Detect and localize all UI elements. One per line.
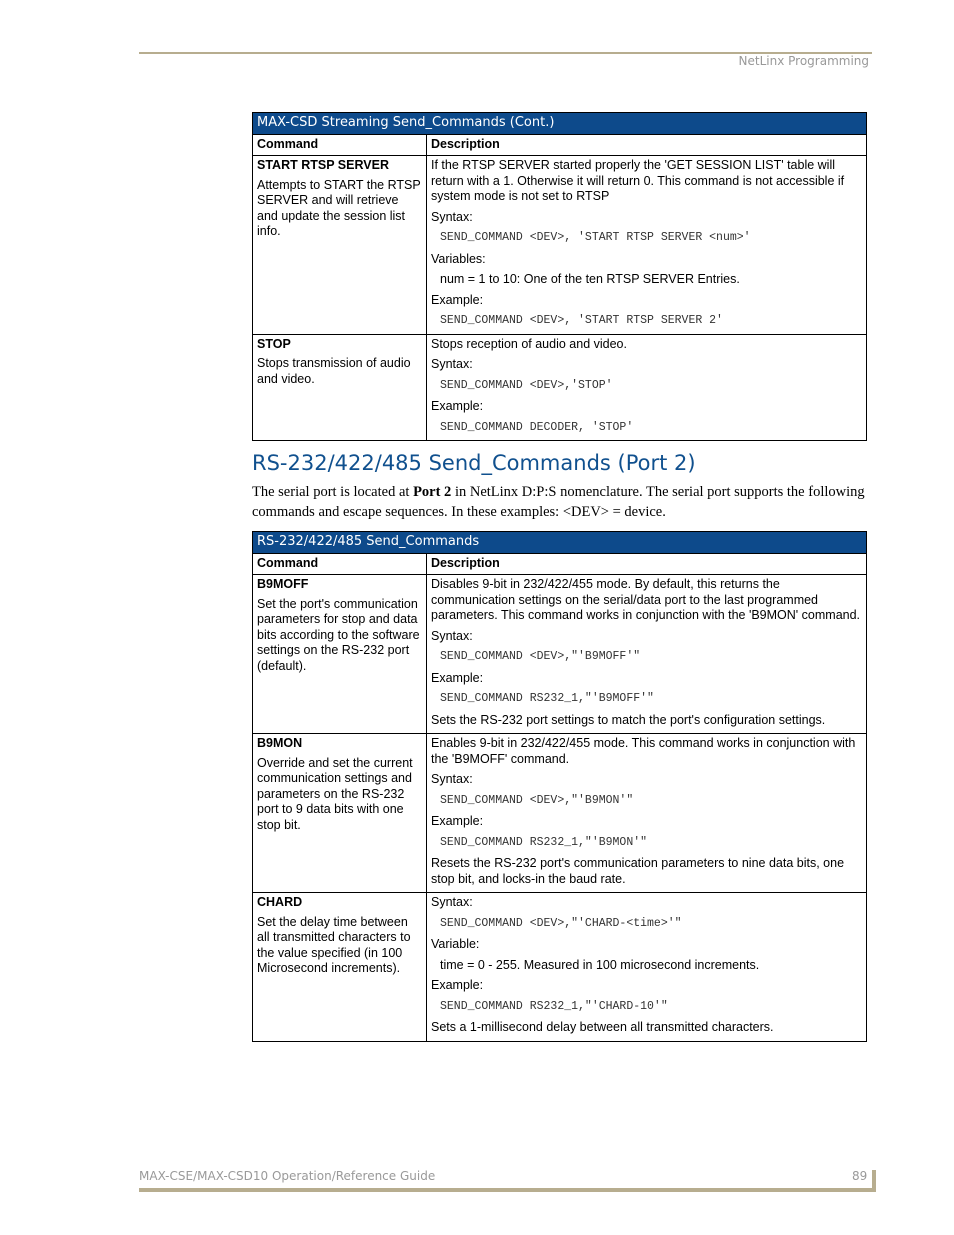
example-label: Example: (431, 399, 484, 413)
syntax-label: Syntax: (431, 895, 473, 909)
command-summary: Set the delay time between all transmitted characters to the value specified (in 100 Microsecond increments). (257, 914, 411, 975)
syntax-label: Syntax: (431, 628, 473, 643)
syntax-code: SEND_COMMAND <DEV>, 'START RTSP SERVER <num>' (440, 231, 751, 244)
command-summary: Stops transmission of audio and video. (257, 356, 411, 386)
table-title: MAX-CSD Streaming Send_Commands (Cont.) (253, 113, 867, 135)
column-header-description: Description (427, 553, 867, 575)
footer-guide-title: MAX-CSE/MAX-CSD10 Operation/Reference Guide (139, 1169, 436, 1183)
syntax-code: SEND_COMMAND <DEV>,"'B9MON'" (440, 793, 634, 807)
intro-text: in NetLinx D:P:S nomenclature. The serial port supports the following commands and escape sequences. In these examples: <DEV> = device. (252, 484, 865, 520)
example-label: Example: (431, 978, 484, 992)
example-code: SEND_COMMAND RS232_1,"'B9MOFF'" (440, 692, 654, 705)
description-text: Enables 9-bit in 232/422/455 mode. This command works in conjunction with the 'B9MOFF' command. (431, 736, 856, 766)
example-code: SEND_COMMAND DECODER, 'STOP' (440, 420, 634, 434)
example-label: Example: (431, 814, 484, 828)
command-summary: Set the port's communication parameters for stop and data bits according to the software settings on the RS-232 port (default). (257, 596, 420, 673)
syntax-label: Syntax: (431, 357, 473, 371)
variables-label: Variable: (431, 937, 480, 951)
table-row (253, 334, 867, 441)
syntax-code: SEND_COMMAND <DEV>,"'B9MOFF'" (440, 650, 641, 663)
section-title: RS-232/422/485 Send_Commands (Port 2) (252, 451, 696, 475)
example-code: SEND_COMMAND <DEV>, 'START RTSP SERVER 2' (440, 314, 723, 327)
command-summary: Attempts to START the RTSP SERVER and will retrieve and update the session list info. (257, 177, 421, 238)
command-name: B9MOFF (257, 577, 309, 591)
intro-text: The serial port is located at (252, 484, 414, 500)
example-code: SEND_COMMAND RS232_1,"'CHARD-10'" (440, 999, 668, 1013)
description-text: If the RTSP SERVER started properly the 'GET SESSION LIST' table will return with a 1. Otherwise it will return 0. This command is not accessible if system mode is not set to RTSP (431, 158, 845, 203)
command-summary: Override and set the current communication settings and parameters on the RS-232 port to 9 data bits with one stop bit. (257, 755, 413, 832)
section-intro (252, 482, 867, 522)
table-row (253, 575, 867, 734)
variables-text: time = 0 - 255. Measured in 100 microsecond increments. (440, 957, 760, 972)
syntax-code: SEND_COMMAND <DEV>,"'CHARD-<time>'" (440, 916, 682, 930)
note-text: Sets the RS-232 port settings to match the port's configuration settings. (431, 712, 826, 727)
example-label: Example: (431, 670, 484, 685)
command-name: START RTSP SERVER (257, 158, 389, 172)
note-text: Sets a 1-millisecond delay between all transmitted characters. (431, 1020, 774, 1034)
serial-commands-table (252, 531, 867, 1042)
note-text: Resets the RS-232 port's communication parameters to nine data bits, one stop bit, and locks-in the baud rate. (431, 856, 845, 886)
column-header-command: Command (253, 134, 427, 156)
description-text: Disables 9-bit in 232/422/455 mode. By default, this returns the communication settings on the serial/data port to the last programmed parameters. This command works in conjunction with the 'B9MON' command. (431, 577, 861, 622)
variables-text: num = 1 to 10: One of the ten RTSP SERVER Entries. (440, 272, 740, 286)
table-title: RS-232/422/485 Send_Commands (253, 532, 867, 554)
example-label: Example: (431, 292, 484, 307)
command-name: B9MON (257, 736, 303, 750)
table-row (253, 734, 867, 893)
page-number: 89 (852, 1169, 868, 1183)
intro-port: Port 2 (413, 484, 452, 500)
streaming-commands-table (252, 112, 867, 441)
column-header-command: Command (253, 553, 427, 575)
table-row (253, 156, 867, 335)
syntax-code: SEND_COMMAND <DEV>,'STOP' (440, 378, 613, 392)
command-name: STOP (257, 336, 291, 351)
description-text: Stops reception of audio and video. (431, 336, 627, 351)
header-section-label: NetLinx Programming (738, 54, 869, 68)
footer-rule (139, 1188, 876, 1192)
variables-label: Variables: (431, 251, 486, 266)
syntax-label: Syntax: (431, 772, 473, 786)
column-header-description: Description (427, 134, 867, 156)
syntax-label: Syntax: (431, 209, 473, 224)
table-row (253, 893, 867, 1042)
example-code: SEND_COMMAND RS232_1,"'B9MON'" (440, 835, 648, 849)
command-name: CHARD (257, 895, 303, 909)
